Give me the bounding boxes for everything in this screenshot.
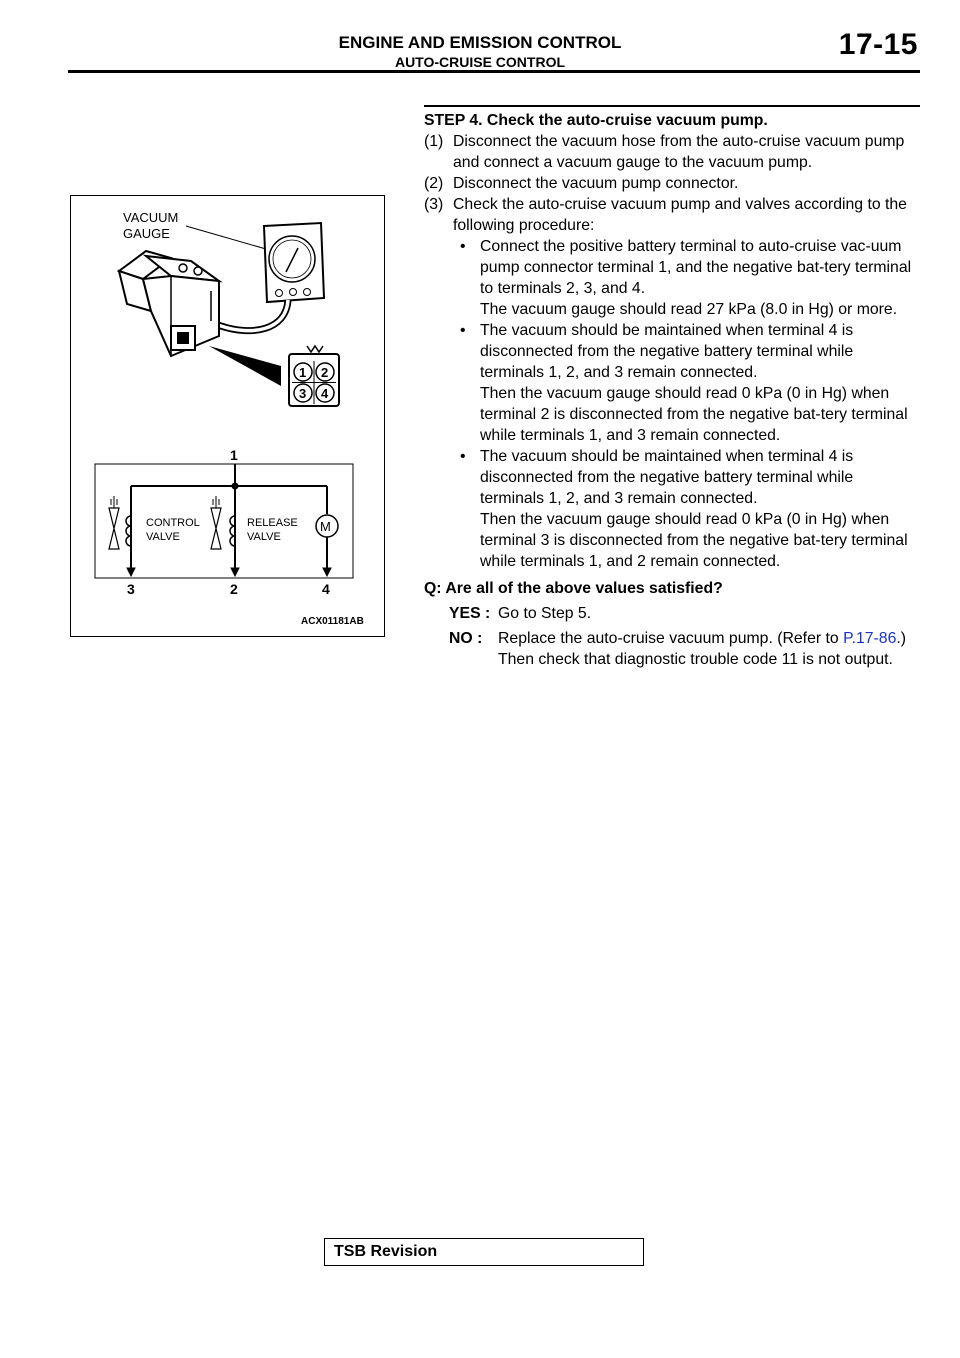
connector-leader xyxy=(209,346,281,386)
procedure-bullet xyxy=(424,446,920,572)
bullet-text: The vacuum should be maintained when terminal 4 is disconnected from the negative battery terminal while terminals 1, 2, and 3 remain connected. xyxy=(480,322,854,381)
vacuum-gauge-icon xyxy=(264,223,324,302)
bullet-followup: The vacuum gauge should read 27 kPa (8.0 in Hg) or more. xyxy=(480,301,898,318)
vacuum-pump-figure xyxy=(70,195,385,637)
step-item xyxy=(424,173,920,194)
control-valve-line2: VALVE xyxy=(146,531,180,543)
section-title: ENGINE AND EMISSION CONTROL xyxy=(338,33,622,52)
reference-link[interactable]: P.17-86 xyxy=(843,630,897,647)
item-text: Disconnect the vacuum hose from the auto-cruise vacuum pump and connect a vacuum gauge to the vacuum pump. xyxy=(453,133,905,171)
connector-pin-3: 3 xyxy=(299,386,307,401)
tsb-revision-box: TSB Revision xyxy=(324,1238,644,1266)
bullet-dot-icon: • xyxy=(460,238,466,255)
yes-text: Go to Step 5. xyxy=(498,605,592,622)
no-followup: Then check that diagnostic trouble code 11 is not output. xyxy=(498,651,893,668)
terminal-4-label: 4 xyxy=(322,581,330,597)
figure-illustration xyxy=(71,196,386,638)
step-rule xyxy=(424,105,920,107)
terminal-3-label: 3 xyxy=(127,581,135,597)
item-number: (2) xyxy=(424,175,444,192)
bullet-dot-icon: • xyxy=(460,448,466,465)
connector-pin-1: 1 xyxy=(299,365,307,380)
bullet-dot-icon: • xyxy=(460,322,466,339)
step-item xyxy=(424,194,920,236)
item-text: Disconnect the vacuum pump connector. xyxy=(453,175,739,192)
page-number: 17-15 xyxy=(838,28,918,61)
item-text: Check the auto-cruise vacuum pump and valves according to the following procedure: xyxy=(453,196,907,234)
connector-pin-4: 4 xyxy=(321,386,329,401)
section-subtitle: AUTO-CRUISE CONTROL xyxy=(394,54,566,70)
release-valve-line2: VALVE xyxy=(247,531,281,543)
no-label: NO : xyxy=(449,630,483,647)
item-number: (1) xyxy=(424,133,444,150)
procedure-content xyxy=(424,105,920,670)
answer-no xyxy=(424,628,920,670)
bullet-text: The vacuum should be maintained when terminal 4 is disconnected from the negative battery terminal while terminals 1, 2, and 3 remain connected. xyxy=(480,448,854,507)
vacuum-pump-icon xyxy=(119,251,219,356)
terminal-1-label: 1 xyxy=(230,447,238,463)
motor-symbol: M xyxy=(320,519,331,534)
release-valve-line1: RELEASE xyxy=(247,517,298,529)
bullet-text: Connect the positive battery terminal to auto-cruise vac-uum pump connector terminal 1, and the negative bat-tery terminal to terminals 2, 3, and 4. xyxy=(480,238,912,297)
procedure-bullet xyxy=(424,236,920,320)
connector-face-icon xyxy=(289,346,339,406)
terminal-2-label: 2 xyxy=(230,581,238,597)
circuit-schematic xyxy=(95,447,353,578)
figure-id: ACX01181AB xyxy=(301,616,364,627)
step-item xyxy=(424,131,920,173)
bullet-followup: Then the vacuum gauge should read 0 kPa (0 in Hg) when terminal 3 is disconnected from the negative bat-tery terminal while terminals 1, and 2 remain connected. xyxy=(480,511,908,570)
header-rule xyxy=(68,70,920,73)
procedure-bullet xyxy=(424,320,920,446)
yes-label: YES : xyxy=(449,605,491,622)
gauge-label-line2: GAUGE xyxy=(123,226,170,241)
no-text: Replace the auto-cruise vacuum pump. (Refer to xyxy=(498,630,839,647)
answer-yes xyxy=(424,603,920,624)
question: Q: Are all of the above values satisfied? xyxy=(424,580,723,597)
bullet-followup: Then the vacuum gauge should read 0 kPa (0 in Hg) when terminal 2 is disconnected from the negative bat-tery terminal while terminals 1, and 3 remain connected. xyxy=(480,385,908,444)
connector-pin-2: 2 xyxy=(321,365,329,380)
no-link-suffix: .) xyxy=(896,630,907,647)
gauge-label-line1: VACUUM xyxy=(123,210,179,225)
item-number: (3) xyxy=(424,196,444,213)
control-valve-line1: CONTROL xyxy=(146,517,200,529)
gauge-leader-line xyxy=(186,226,266,249)
step-title: STEP 4. Check the auto-cruise vacuum pump. xyxy=(424,112,768,129)
